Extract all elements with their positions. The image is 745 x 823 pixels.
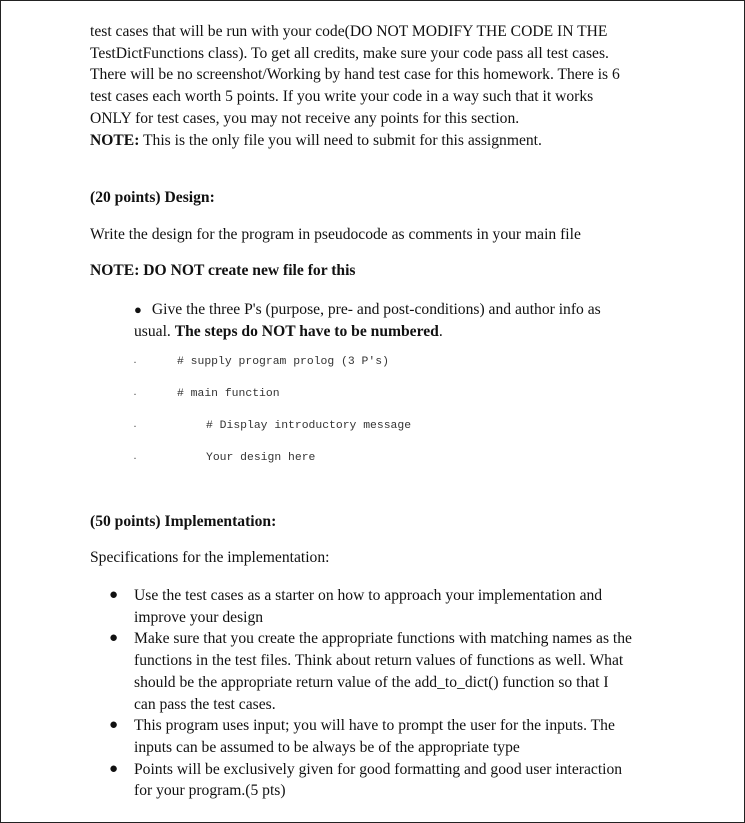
bullet-dot-icon: ● xyxy=(109,630,119,647)
intro-line: ONLY for test cases, you may not receive any points for this section. xyxy=(90,109,520,127)
note-line xyxy=(90,130,710,152)
code-dot-icon: · xyxy=(133,419,137,433)
design-bullet-text: usual. xyxy=(134,322,175,340)
list-item-line: This program uses input; you will have to prompt the user for the inputs. The xyxy=(134,717,615,735)
list-item xyxy=(109,759,709,802)
code-line: # Display introductory message xyxy=(206,420,412,432)
intro-paragraph xyxy=(90,21,710,151)
bullet-dot-icon: ● xyxy=(109,760,119,777)
implementation-heading: (50 points) Implementation: xyxy=(90,513,277,530)
design-bullet-line xyxy=(134,321,601,343)
list-item-line: inputs can be assumed to be always be of the appropriate type xyxy=(134,738,520,756)
list-item-line: Make sure that you create the appropriate functions with matching names as the xyxy=(134,630,632,648)
intro-line: TestDictFunctions class). To get all credits, make sure your code pass all test cases. xyxy=(90,44,609,62)
design-heading: (20 points) Design: xyxy=(90,189,215,206)
bullet-dot-icon: ● xyxy=(109,587,119,603)
code-line: # main function xyxy=(177,388,280,400)
intro-line: There will be no screenshot/Working by hand test case for this homework. There is 6 xyxy=(90,66,620,84)
code-dot-icon: · xyxy=(133,451,137,465)
list-item xyxy=(109,628,709,715)
bullet-dot-icon: ● xyxy=(134,302,142,317)
bullet-dot-icon: ● xyxy=(109,717,119,734)
design-bullet xyxy=(134,299,601,342)
list-item-line: improve your design xyxy=(134,608,264,626)
list-item-line: functions in the test files. Think about return values of functions as well. What xyxy=(134,652,624,670)
note-label: NOTE: xyxy=(90,131,140,149)
implementation-intro: Specifications for the implementation: xyxy=(90,549,330,566)
code-dot-icon: · xyxy=(133,355,137,369)
design-bullet-line xyxy=(134,299,601,321)
design-instruction: Write the design for the program in pseudocode as comments in your main file xyxy=(90,226,581,243)
design-bullet-end: . xyxy=(438,322,443,340)
list-item xyxy=(109,585,709,628)
design-bullet-bold: The steps do NOT have to be numbered xyxy=(174,322,439,340)
list-item-line: for your program.(5 pts) xyxy=(134,782,286,800)
intro-line: test cases each worth 5 points. If you write your code in a way such that it works xyxy=(90,88,594,106)
intro-line: test cases that will be run with your code(DO NOT MODIFY THE CODE IN THE xyxy=(90,23,608,40)
list-item-line: Use the test cases as a starter on how to approach your implementation and xyxy=(134,587,603,604)
list-item-line: can pass the test cases. xyxy=(134,695,276,713)
code-dot-icon: · xyxy=(133,387,137,401)
code-line: # supply program prolog (3 P's) xyxy=(177,356,389,368)
list-item-line: should be the appropriate return value of the add_to_dict() function so that I xyxy=(134,673,609,691)
implementation-list xyxy=(109,585,709,802)
design-bullet-text: Give the three P's (purpose, pre- and post-conditions) and author info as xyxy=(151,301,601,318)
note-text: This is the only file you will need to submit for this assignment. xyxy=(139,131,542,149)
design-note: NOTE: DO NOT create new file for this xyxy=(90,262,356,279)
code-line: Your design here xyxy=(206,452,316,464)
list-item-line: Points will be exclusively given for good formatting and good user interaction xyxy=(134,760,623,778)
list-item xyxy=(109,715,709,758)
